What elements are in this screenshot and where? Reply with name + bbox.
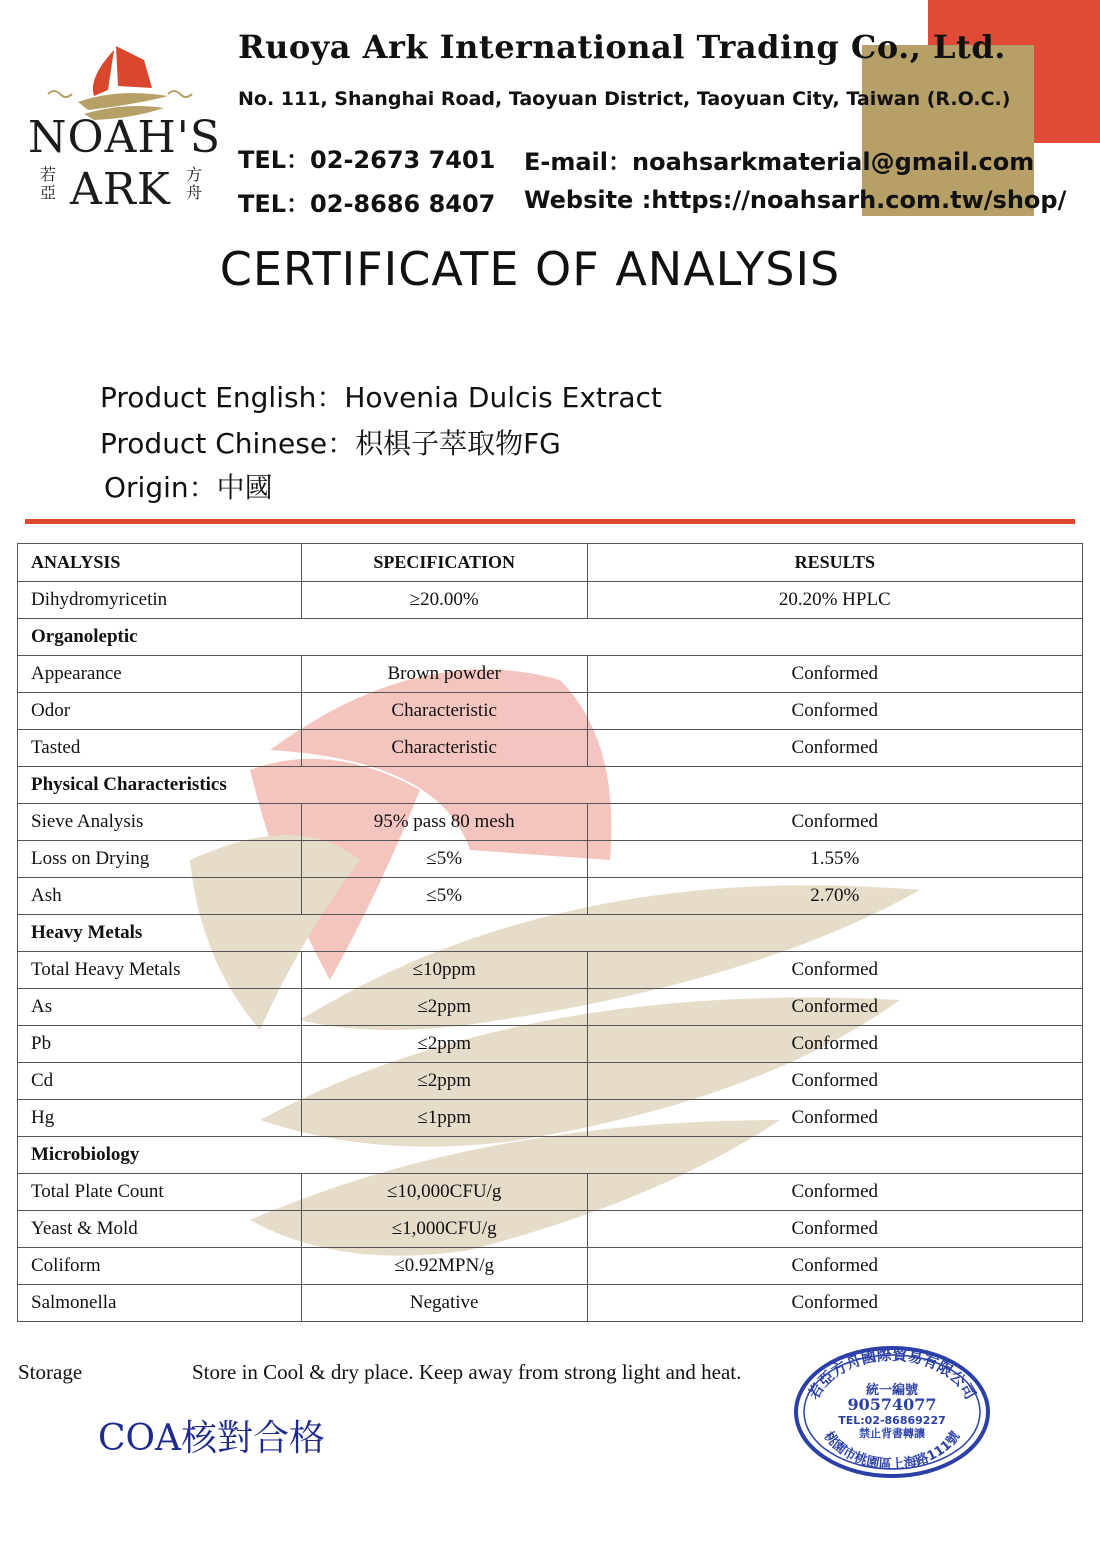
specification-cell: ≤10ppm [301,952,587,989]
header-analysis: ANALYSIS [18,544,302,582]
analysis-cell: Odor [18,693,302,730]
section-title: Organoleptic [18,619,1083,656]
specification-cell: ≤2ppm [301,1063,587,1100]
result-cell: Conformed [587,1285,1082,1322]
table-row [18,1174,1083,1211]
telephone-1: TEL：02-2673 7401 [238,146,496,174]
table-row [18,730,1083,767]
specification-cell: ≤5% [301,878,587,915]
table-section-row [18,619,1083,656]
email-address: E-mail：noahsarkmaterial@gmail.com [524,148,1035,176]
result-cell: 20.20% HPLC [587,582,1082,619]
result-cell: Conformed [587,1211,1082,1248]
table-section-row [18,767,1083,804]
result-cell: Conformed [587,1174,1082,1211]
table-row [18,1211,1083,1248]
result-cell: Conformed [587,1248,1082,1285]
analysis-cell: Coliform [18,1248,302,1285]
specification-cell: ≤0.92MPN/g [301,1248,587,1285]
section-title: Heavy Metals [18,915,1083,952]
analysis-cell: Pb [18,1026,302,1063]
specification-cell: Negative [301,1285,587,1322]
storage-text: Store in Cool & dry place. Keep away from strong light and heat. [192,1360,742,1384]
result-cell: Conformed [587,1026,1082,1063]
specification-cell: ≤2ppm [301,989,587,1026]
table-row [18,1248,1083,1285]
analysis-cell: Sieve Analysis [18,804,302,841]
product-chinese: Product Chinese：枳椇子萃取物FG [100,427,561,460]
company-address: No. 111, Shanghai Road, Taoyuan District, Taoyuan City, Taiwan (R.O.C.) [238,88,1011,110]
analysis-cell: Loss on Drying [18,841,302,878]
company-name: Ruoya Ark International Trading Co., Ltd. [238,28,1006,66]
result-cell: 1.55% [587,841,1082,878]
stamp-line4: 禁止背書轉讓 [859,1427,925,1440]
analysis-cell: Ash [18,878,302,915]
approval-note: COA核對合格 [98,1418,326,1459]
table-row [18,989,1083,1026]
logo-text-cn-right: 方舟 [186,165,203,202]
stamp-bottom-text: 桃園市桃園區上海路111號 [820,1429,964,1473]
specification-cell: Characteristic [301,693,587,730]
result-cell: Conformed [587,952,1082,989]
specification-cell: 95% pass 80 mesh [301,804,587,841]
specification-cell: Brown powder [301,656,587,693]
website-url: Website :https://noahsarh.com.tw/shop/ [524,186,1067,214]
result-cell: Conformed [587,1063,1082,1100]
table-row [18,841,1083,878]
result-cell: 2.70% [587,878,1082,915]
table-header-row [18,544,1083,582]
divider-line [25,519,1075,524]
stamp-line1: 統一編號 [865,1383,919,1398]
specification-cell: ≤2ppm [301,1026,587,1063]
specification-cell: ≥20.00% [301,582,587,619]
logo-text-noahs: NOAH'S [28,112,221,163]
header-results: RESULTS [587,544,1082,582]
document-title: CERTIFICATE OF ANALYSIS [219,242,841,296]
stamp-tel: TEL:02-86869227 [838,1414,946,1427]
result-cell: Conformed [587,693,1082,730]
result-cell: Conformed [587,656,1082,693]
specification-cell: Characteristic [301,730,587,767]
stamp-outer-text: 若亞方舟國際貿易有限公司 [804,1345,980,1403]
analysis-cell: As [18,989,302,1026]
table-row [18,1285,1083,1322]
analysis-cell: Yeast & Mold [18,1211,302,1248]
table-row [18,952,1083,989]
analysis-cell: Salmonella [18,1285,302,1322]
table-row [18,656,1083,693]
analysis-cell: Cd [18,1063,302,1100]
logo-text-cn-left: 若亞 [40,165,57,202]
result-cell: Conformed [587,730,1082,767]
result-cell: Conformed [587,1100,1082,1137]
table-row [18,582,1083,619]
stamp-number: 90574077 [847,1395,937,1414]
analysis-cell: Hg [18,1100,302,1137]
table-row [18,804,1083,841]
table-row [18,693,1083,730]
header-specification: SPECIFICATION [301,544,587,582]
analysis-cell: Appearance [18,656,302,693]
section-title: Microbiology [18,1137,1083,1174]
section-title: Physical Characteristics [18,767,1083,804]
table-section-row [18,915,1083,952]
specification-cell: ≤1,000CFU/g [301,1211,587,1248]
analysis-table [17,543,1083,1322]
product-origin: Origin：中國 [104,471,273,504]
result-cell: Conformed [587,804,1082,841]
analysis-cell: Total Heavy Metals [18,952,302,989]
table-row [18,1100,1083,1137]
storage-label: Storage [18,1360,83,1384]
specification-cell: ≤10,000CFU/g [301,1174,587,1211]
analysis-cell: Total Plate Count [18,1174,302,1211]
company-seal-stamp [792,1344,992,1480]
table-row [18,878,1083,915]
specification-cell: ≤5% [301,841,587,878]
product-english: Product English：Hovenia Dulcis Extract [100,381,662,414]
telephone-2: TEL：02-8686 8407 [238,190,496,218]
table-section-row [18,1137,1083,1174]
analysis-cell: Tasted [18,730,302,767]
table-row [18,1026,1083,1063]
logo-text-ark: ARK [70,164,171,215]
specification-cell: ≤1ppm [301,1100,587,1137]
analysis-cell: Dihydromyricetin [18,582,302,619]
result-cell: Conformed [587,989,1082,1026]
table-row [18,1063,1083,1100]
